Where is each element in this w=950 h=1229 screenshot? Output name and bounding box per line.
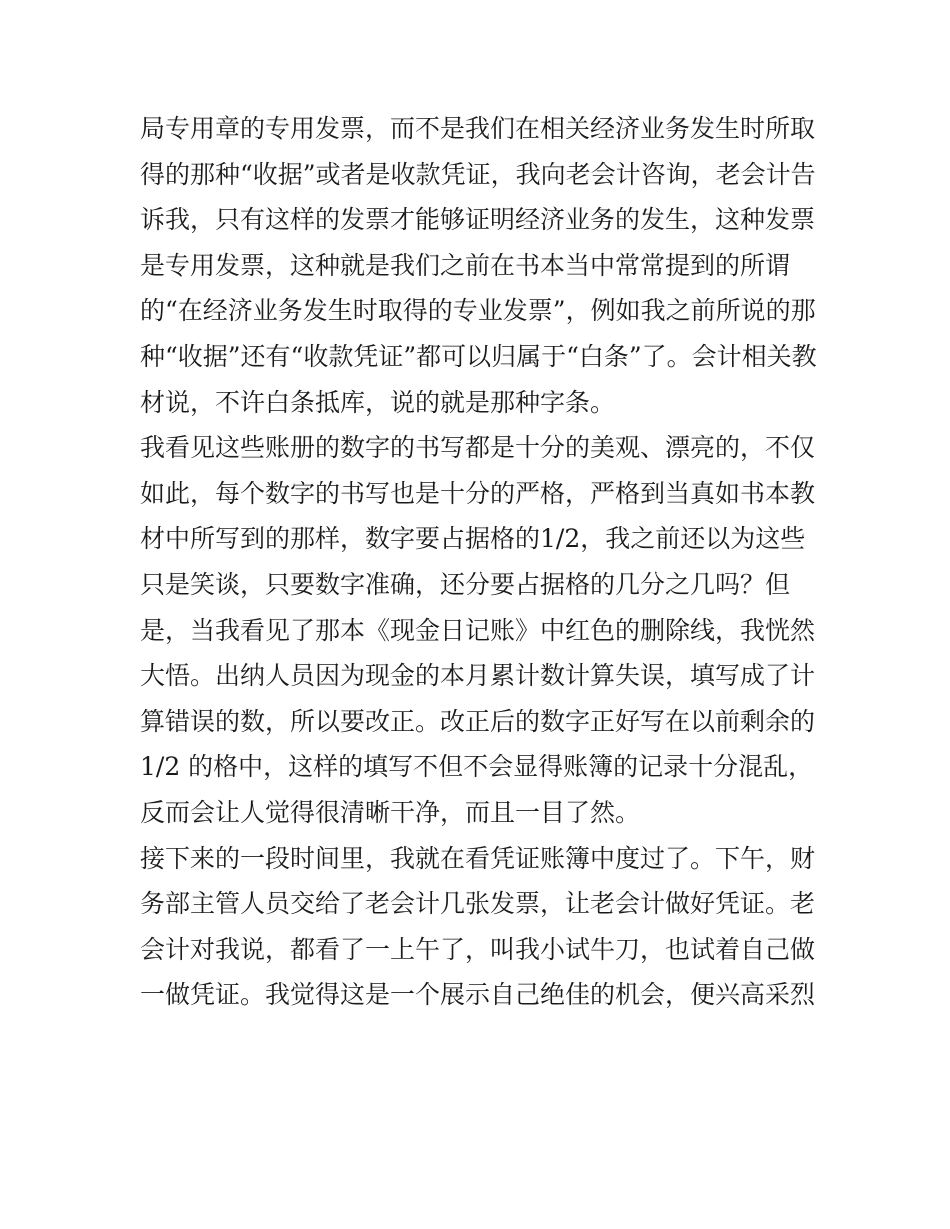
text-line: 1/2 的格中，这样的填写不但不会显得账簿的记录十分混乱，: [140, 752, 814, 782]
text-line: 种“收据”还有“收款凭证”都可以归属于“白条”了。会计相关教: [140, 341, 817, 371]
text-line: 局专用章的专用发票，而不是我们在相关经济业务发生时所取: [140, 114, 816, 143]
text-line: 材中所写到的那样，数字要占据格的1/2，我之前还以为这些: [140, 524, 806, 554]
text-line: 是专用发票，这种就是我们之前在书本当中常常提到的所谓: [140, 250, 791, 280]
text-line: 算错误的数，所以要改正。改正后的数字正好写在以前剩余的: [140, 706, 816, 736]
text-line: 材说，不许白条抵库，说的就是那种字条。: [140, 387, 616, 417]
document-body: [140, 106, 820, 1018]
text-line: 务部主管人员交给了老会计几张发票，让老会计做好凭证。老: [140, 889, 816, 919]
text-line: 接下来的一段时间里，我就在看凭证账簿中度过了。下午，财: [140, 843, 816, 873]
text-line: 如此，每个数字的书写也是十分的严格，严格到当真如书本教: [140, 478, 816, 508]
text-line: 会计对我说，都看了一上午了，叫我小试牛刀，也试着自己做: [140, 934, 816, 964]
text-line: 一做凭证。我觉得这是一个展示自己绝佳的机会，便兴高采烈: [140, 980, 816, 1010]
text-line: 大悟。出纳人员因为现金的本月累计数计算失误，填写成了计: [140, 661, 816, 691]
text-line: 是，当我看见了那本《现金日记账》中红色的删除线，我恍然: [140, 615, 816, 645]
text-line: 只是笑谈，只要数字准确，还分要占据格的几分之几吗？但: [140, 569, 791, 599]
text-line: 的“在经济业务发生时取得的专业发票”，例如我之前所说的那: [140, 296, 816, 326]
text-line: 得的那种“收据”或者是收款凭证，我向老会计咨询，老会计告: [140, 159, 816, 189]
text-line: 反而会让人觉得很清晰干净，而且一目了然。: [140, 797, 641, 827]
text-line: 我看见这些账册的数字的书写都是十分的美观、漂亮的，不仅: [140, 433, 816, 463]
text-line: 诉我，只有这样的发票才能够证明经济业务的发生，这种发票: [140, 205, 816, 235]
